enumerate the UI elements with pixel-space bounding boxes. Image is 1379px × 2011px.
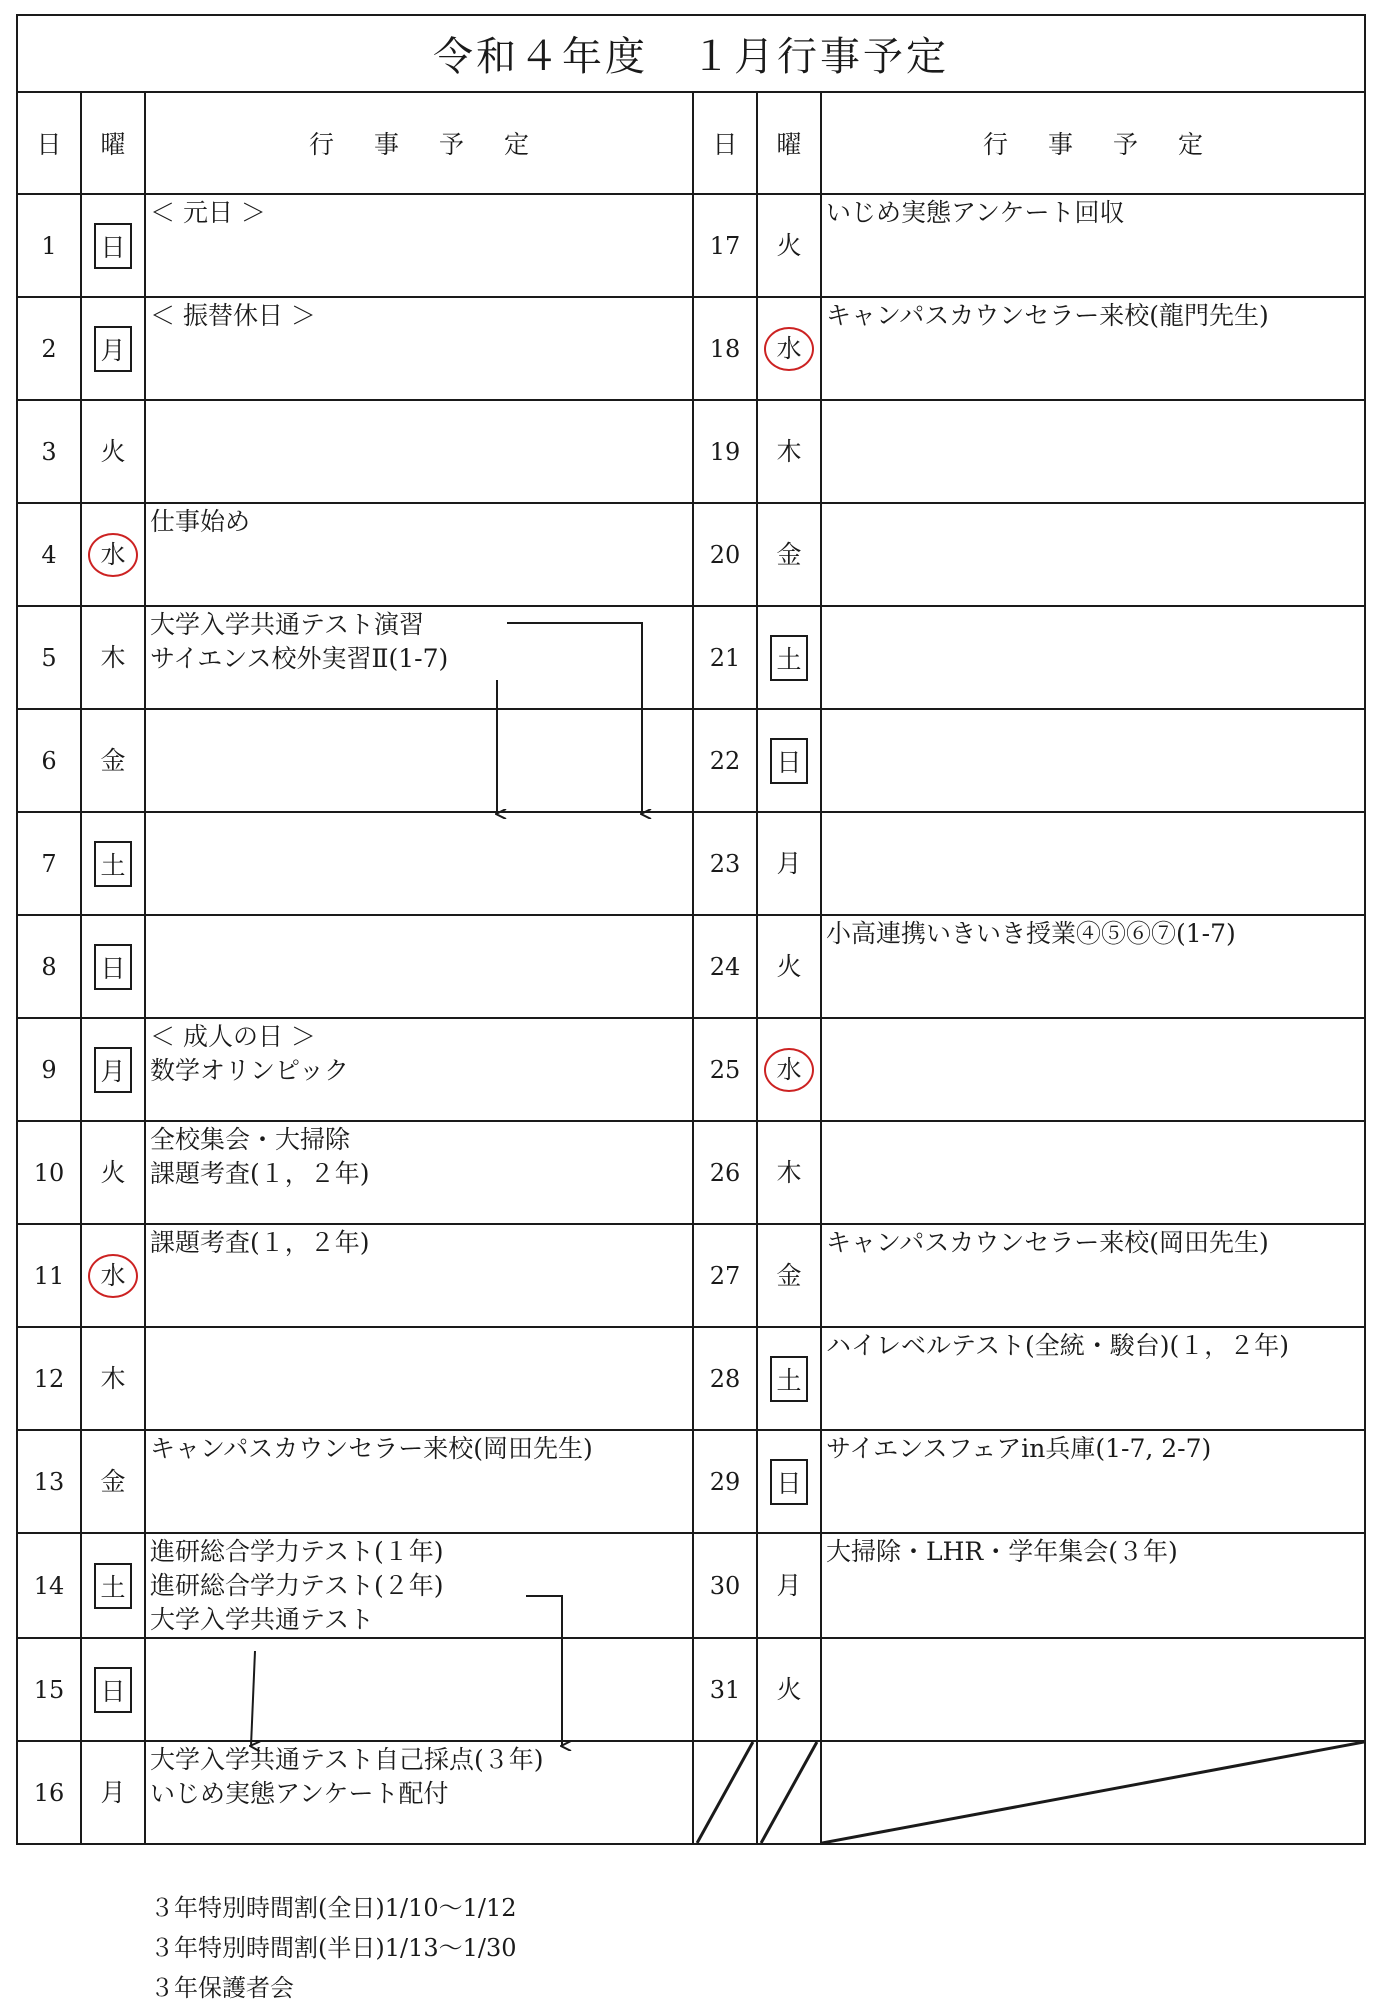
day-number: 7 bbox=[17, 812, 81, 915]
event-item: 課題考査(１，２年) bbox=[150, 1228, 370, 1257]
events-cell bbox=[821, 297, 1365, 400]
day-number: 5 bbox=[17, 606, 81, 709]
notes bbox=[150, 1888, 517, 2008]
day-number: 14 bbox=[17, 1533, 81, 1638]
events-cell bbox=[821, 1224, 1365, 1327]
events-cell bbox=[145, 709, 693, 812]
day-column-header: 日 bbox=[693, 92, 757, 194]
dow-label: 火 bbox=[100, 436, 126, 466]
events-column-header: 行事予定 bbox=[821, 92, 1365, 194]
dow-cell bbox=[81, 297, 145, 400]
events-cell bbox=[145, 1741, 693, 1844]
event-item: サイエンス校外実習Ⅱ(1-7) bbox=[150, 644, 449, 673]
holiday-dow: 月 bbox=[94, 326, 132, 372]
schedule-table bbox=[16, 14, 1366, 1845]
day-number: 26 bbox=[693, 1121, 757, 1224]
day-number: 13 bbox=[17, 1430, 81, 1533]
dow-label: 木 bbox=[776, 1157, 802, 1187]
day-row bbox=[17, 1224, 1365, 1327]
events-cell bbox=[821, 1638, 1365, 1741]
dow-cell bbox=[81, 1638, 145, 1741]
circled-dow: 水 bbox=[88, 1254, 138, 1298]
event-item: キャンパスカウンセラー来校(龍門先生) bbox=[826, 301, 1269, 330]
dow-label: 金 bbox=[776, 539, 802, 569]
dow-label: 金 bbox=[100, 1466, 126, 1496]
events-cell bbox=[821, 709, 1365, 812]
event-item: 進研総合学力テスト(１年) bbox=[150, 1537, 444, 1566]
day-number: 1 bbox=[17, 194, 81, 297]
event-item: 大学入学共通テスト演習 bbox=[150, 610, 425, 639]
day-number: 25 bbox=[693, 1018, 757, 1121]
dow-cell bbox=[81, 606, 145, 709]
dow-label: 月 bbox=[100, 1777, 126, 1807]
day-row bbox=[17, 1741, 1365, 1844]
event-item: 数学オリンピック bbox=[150, 1056, 350, 1085]
day-number: 16 bbox=[17, 1741, 81, 1844]
dow-cell bbox=[757, 400, 821, 503]
dow-cell bbox=[757, 194, 821, 297]
events-cell bbox=[145, 1224, 693, 1327]
dow-cell bbox=[757, 709, 821, 812]
day-column-header: 日 bbox=[17, 92, 81, 194]
day-number: 2 bbox=[17, 297, 81, 400]
holiday-dow: 土 bbox=[770, 635, 808, 681]
dow-cell bbox=[757, 297, 821, 400]
dow-label: 月 bbox=[776, 848, 802, 878]
dow-label: 金 bbox=[100, 745, 126, 775]
day-row bbox=[17, 503, 1365, 606]
dow-label: 金 bbox=[776, 1260, 802, 1290]
day-number: 4 bbox=[17, 503, 81, 606]
day-row bbox=[17, 1533, 1365, 1638]
dow-column-header: 曜 bbox=[81, 92, 145, 194]
event-item: いじめ実態アンケート回収 bbox=[826, 198, 1125, 227]
day-row bbox=[17, 1638, 1365, 1741]
note-item: ３年保護者会 bbox=[150, 1974, 294, 2002]
events-cell bbox=[821, 1018, 1365, 1121]
page-title: 令和４年度 １月行事予定 bbox=[17, 15, 1365, 92]
dow-cell bbox=[81, 1533, 145, 1638]
dow-cell bbox=[757, 1430, 821, 1533]
dow-cell bbox=[757, 1121, 821, 1224]
events-cell bbox=[145, 297, 693, 400]
dow-cell bbox=[757, 1018, 821, 1121]
events-cell bbox=[145, 503, 693, 606]
event-item: 課題考査(１，２年) bbox=[150, 1159, 370, 1188]
day-number: 17 bbox=[693, 194, 757, 297]
event-item: ＜ 成人の日 ＞ bbox=[150, 1022, 316, 1051]
day-number: 18 bbox=[693, 297, 757, 400]
events-cell bbox=[821, 812, 1365, 915]
day-number: 8 bbox=[17, 915, 81, 1018]
holiday-dow: 日 bbox=[770, 738, 808, 784]
event-item: ＜ 振替休日 ＞ bbox=[150, 301, 316, 330]
day-number: 23 bbox=[693, 812, 757, 915]
day-row bbox=[17, 1121, 1365, 1224]
events-cell bbox=[821, 1121, 1365, 1224]
dow-label: 火 bbox=[100, 1157, 126, 1187]
dow-cell bbox=[757, 1533, 821, 1638]
day-number: 19 bbox=[693, 400, 757, 503]
day-row bbox=[17, 1430, 1365, 1533]
events-cell bbox=[821, 400, 1365, 503]
empty-slash-cell bbox=[757, 1741, 821, 1844]
circled-dow: 水 bbox=[764, 327, 814, 371]
dow-cell bbox=[81, 812, 145, 915]
holiday-dow: 日 bbox=[94, 944, 132, 990]
day-number: 22 bbox=[693, 709, 757, 812]
event-item: 小高連携いきいき授業④⑤⑥⑦(1-7) bbox=[826, 919, 1236, 948]
events-cell bbox=[145, 1430, 693, 1533]
events-cell bbox=[145, 1638, 693, 1741]
day-number: 3 bbox=[17, 400, 81, 503]
dow-cell bbox=[757, 1638, 821, 1741]
day-number: 6 bbox=[17, 709, 81, 812]
events-cell bbox=[821, 194, 1365, 297]
day-number: 9 bbox=[17, 1018, 81, 1121]
event-item: キャンパスカウンセラー来校(岡田先生) bbox=[150, 1434, 593, 1463]
day-row bbox=[17, 1018, 1365, 1121]
holiday-dow: 日 bbox=[94, 223, 132, 269]
events-cell bbox=[145, 400, 693, 503]
day-number: 11 bbox=[17, 1224, 81, 1327]
day-number: 12 bbox=[17, 1327, 81, 1430]
holiday-dow: 土 bbox=[94, 1563, 132, 1609]
dow-label: 火 bbox=[776, 951, 802, 981]
day-number: 24 bbox=[693, 915, 757, 1018]
dow-cell bbox=[757, 503, 821, 606]
day-row bbox=[17, 709, 1365, 812]
dow-cell bbox=[757, 915, 821, 1018]
event-item: 大掃除・LHR・学年集会(３年) bbox=[826, 1537, 1178, 1566]
event-item: サイエンスフェアin兵庫(1-7, 2-7) bbox=[826, 1434, 1212, 1463]
dow-label: 火 bbox=[776, 1674, 802, 1704]
day-row bbox=[17, 400, 1365, 503]
dow-cell bbox=[757, 812, 821, 915]
header-row bbox=[17, 92, 1365, 194]
events-cell bbox=[821, 606, 1365, 709]
holiday-dow: 月 bbox=[94, 1047, 132, 1093]
events-cell bbox=[145, 812, 693, 915]
events-cell bbox=[821, 1430, 1365, 1533]
dow-label: 月 bbox=[776, 1570, 802, 1600]
dow-label: 木 bbox=[100, 642, 126, 672]
day-number: 28 bbox=[693, 1327, 757, 1430]
event-item: 大学入学共通テスト自己採点(３年) bbox=[150, 1745, 544, 1774]
event-item: 進研総合学力テスト(２年) bbox=[150, 1571, 444, 1600]
events-cell bbox=[145, 606, 693, 709]
day-number: 20 bbox=[693, 503, 757, 606]
day-number: 31 bbox=[693, 1638, 757, 1741]
event-item: 全校集会・大掃除 bbox=[150, 1125, 351, 1154]
note-item: ３年特別時間割(半日)1/13～1/30 bbox=[150, 1934, 517, 1962]
dow-cell bbox=[81, 709, 145, 812]
dow-label: 木 bbox=[776, 436, 802, 466]
event-item: ハイレベルテスト(全統・駿台)(１，２年) bbox=[826, 1331, 1290, 1360]
circled-dow: 水 bbox=[764, 1048, 814, 1092]
dow-cell bbox=[81, 1018, 145, 1121]
event-item: ＜ 元日 ＞ bbox=[150, 198, 266, 227]
day-number: 15 bbox=[17, 1638, 81, 1741]
events-cell bbox=[821, 1327, 1365, 1430]
dow-cell bbox=[81, 400, 145, 503]
note-item: ３年特別時間割(全日)1/10～1/12 bbox=[150, 1894, 517, 1922]
events-cell bbox=[145, 1533, 693, 1638]
event-item: いじめ実態アンケート配付 bbox=[150, 1779, 449, 1808]
events-cell bbox=[821, 503, 1365, 606]
dow-cell bbox=[81, 194, 145, 297]
events-column-header: 行事予定 bbox=[145, 92, 693, 194]
day-number: 10 bbox=[17, 1121, 81, 1224]
day-row bbox=[17, 1327, 1365, 1430]
day-row bbox=[17, 812, 1365, 915]
dow-cell bbox=[81, 1741, 145, 1844]
events-cell bbox=[821, 915, 1365, 1018]
empty-slash-cell bbox=[693, 1741, 757, 1844]
day-number: 21 bbox=[693, 606, 757, 709]
dow-cell bbox=[81, 1121, 145, 1224]
dow-cell bbox=[81, 1224, 145, 1327]
holiday-dow: 土 bbox=[94, 841, 132, 887]
events-cell bbox=[145, 194, 693, 297]
events-cell bbox=[145, 1018, 693, 1121]
schedule-sheet bbox=[16, 14, 1364, 1857]
events-cell bbox=[821, 1533, 1365, 1638]
dow-cell bbox=[81, 1430, 145, 1533]
events-cell bbox=[145, 1327, 693, 1430]
event-item: 仕事始め bbox=[150, 507, 251, 536]
dow-cell bbox=[757, 606, 821, 709]
holiday-dow: 日 bbox=[770, 1459, 808, 1505]
dow-cell bbox=[81, 1327, 145, 1430]
event-item: 大学入学共通テスト bbox=[150, 1605, 375, 1634]
dow-cell bbox=[757, 1224, 821, 1327]
event-item: キャンパスカウンセラー来校(岡田先生) bbox=[826, 1228, 1269, 1257]
day-row bbox=[17, 915, 1365, 1018]
circled-dow: 水 bbox=[88, 533, 138, 577]
day-number: 27 bbox=[693, 1224, 757, 1327]
empty-slash-cell bbox=[821, 1741, 1365, 1844]
events-cell bbox=[145, 915, 693, 1018]
day-row bbox=[17, 297, 1365, 400]
dow-cell bbox=[757, 1327, 821, 1430]
dow-label: 火 bbox=[776, 230, 802, 260]
day-row bbox=[17, 606, 1365, 709]
dow-cell bbox=[81, 503, 145, 606]
holiday-dow: 土 bbox=[770, 1356, 808, 1402]
dow-label: 木 bbox=[100, 1363, 126, 1393]
holiday-dow: 日 bbox=[94, 1667, 132, 1713]
dow-cell bbox=[81, 915, 145, 1018]
day-number: 30 bbox=[693, 1533, 757, 1638]
events-cell bbox=[145, 1121, 693, 1224]
dow-column-header: 曜 bbox=[757, 92, 821, 194]
day-number: 29 bbox=[693, 1430, 757, 1533]
day-row bbox=[17, 194, 1365, 297]
